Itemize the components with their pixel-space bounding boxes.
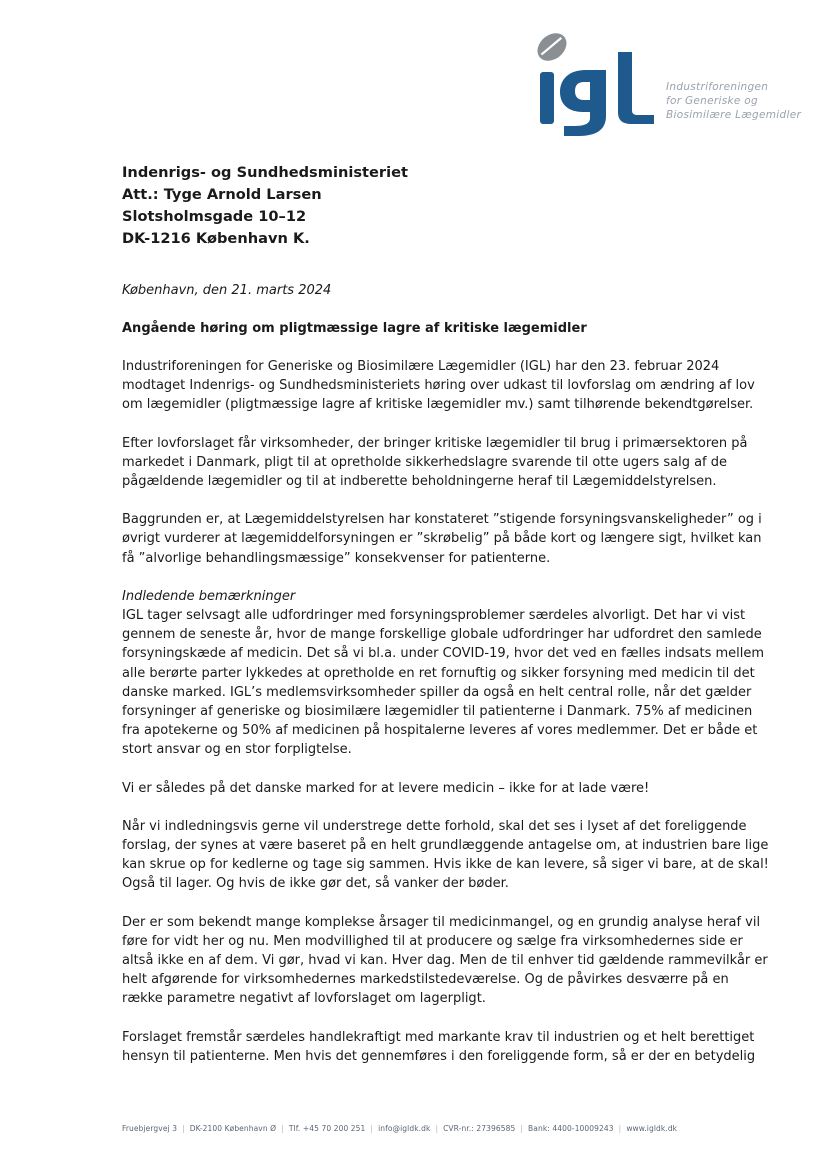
paragraph-line: Baggrunden er, at Lægemiddelstyrelsen har konstateret ”stigende forsyningsvanskeligheder” og i xyxy=(122,512,762,528)
paragraph-line: Industriforeningen for Generiske og Biosimilære Lægemidler (IGL) har den 23. februar 2024 xyxy=(122,359,720,374)
paragraph-line: IGL tager selvsagt alle udfordringer med forsyningsproblemer særdeles alvorligt. Det har vi vist xyxy=(122,608,746,624)
paragraph-line: få ”alvorlige behandlingsmæssige” konsekvenser for patienterne. xyxy=(122,550,551,566)
paragraph-line: forsyninger af generiske og biosimilære lægemidler til patienterne i Danmark. 75% af medicinen xyxy=(122,704,753,720)
paragraph-line: om lægemidler (pligtmæssige lagre af kritiske lægemidler mv.) samt tilhørende bekendtgørelser. xyxy=(122,397,754,413)
letter-footer xyxy=(122,1124,722,1133)
paragraph-line: danske marked. IGL’s medlemsvirksomheder spiller da også en helt central rolle, når det gælder xyxy=(122,684,752,700)
paragraph-line: hensyn til patienterne. Men hvis det gennemføres i den foreliggende form, så er der en betydelig xyxy=(122,1048,756,1064)
org-name-line: for Generiske og xyxy=(666,95,758,107)
body-paragraph xyxy=(122,587,765,760)
footer-item: DK-2100 København Ø xyxy=(189,1124,277,1133)
paragraph-line: Forslaget fremstår særdeles handlekraftigt med markante krav til industrien og et helt berettiget xyxy=(122,1029,755,1045)
body-paragraph xyxy=(122,817,769,894)
paragraph-line: øvrigt vurderer at lægemiddelforsyningen er ”skrøbelig” på både kort og længere sigt, hvilket kan xyxy=(122,531,762,547)
body-paragraph xyxy=(122,1028,756,1066)
body-paragraph xyxy=(122,357,755,415)
paragraph-line: Vi er således på det danske marked for at levere medicin – ikke for at lade være! xyxy=(122,780,650,796)
paragraph-line: stort ansvar og en stor forpligtelse. xyxy=(122,742,352,758)
paragraph-line: pågældende lægemidler og til at indberette beholdningerne heraf til Lægemiddelstyrelsen. xyxy=(122,474,717,490)
letter-date: København, den 21. marts 2024 xyxy=(122,283,332,298)
section-heading: Indledende bemærkninger xyxy=(122,588,296,604)
paragraph-line: Når vi indledningsvis gerne vil understrege dette forhold, skal det ses i lyset af det foreliggende xyxy=(122,818,747,834)
footer-item: Tlf. +45 70 200 251 xyxy=(288,1124,366,1133)
paragraph-line: Der er som bekendt mange komplekse årsager til medicinmangel, og en grundig analyse heraf vil xyxy=(122,914,761,930)
paragraph-line: forsyningskæde af medicin. Det så vi bl.a. under COVID-19, hvor det ved en fælles indsats mellem xyxy=(122,646,765,662)
body-paragraph xyxy=(122,913,768,1009)
paragraph-line: række parametre negativt af lovforslaget om lagerpligt. xyxy=(122,991,486,1007)
paragraph-line: modtaget Indenrigs- og Sundhedsministeriets høring over udkast til lovforslag om ændring af lov xyxy=(122,378,755,394)
paragraph-line: Også til lager. Og hvis de ikke gør det, så vanker der bøder. xyxy=(122,876,509,892)
paragraph-line: forslag, der synes at være baseret på en helt grundlæggende antagelse om, at industrien bare lige xyxy=(122,838,769,854)
recipient-address xyxy=(122,162,408,250)
paragraph-line: alle berørte parter lykkedes at opretholde en ret fornuftig og sikker forsyning med medicin til det xyxy=(122,665,755,681)
body-paragraph xyxy=(122,434,748,492)
org-name-line: Biosimilære Lægemidler xyxy=(666,109,802,121)
footer-separator: | xyxy=(370,1124,374,1133)
paragraph-line: helt afgørende for virksomhedernes markedstilstedeværelse. Og de påvirkes desværre på en xyxy=(122,972,729,988)
recipient-line: Indenrigs- og Sundhedsministeriet xyxy=(122,164,408,181)
footer-separator: | xyxy=(618,1124,622,1133)
paragraph-line: altså ikke en af dem. Vi gør, hvad vi kan. Hver dag. Men de til enhver tid gældende rammevilkår er xyxy=(122,953,768,969)
footer-separator: | xyxy=(182,1124,185,1133)
body-paragraph xyxy=(122,779,744,798)
footer-item[interactable]: www.igldk.dk xyxy=(626,1124,678,1133)
footer-separator: | xyxy=(281,1124,284,1133)
footer-item: CVR-nr.: 27396585 xyxy=(443,1124,516,1133)
recipient-line: Slotsholmsgade 10–12 xyxy=(122,208,307,225)
footer-item: Fruebjergvej 3 xyxy=(122,1124,178,1133)
footer-item: Bank: 4400-10009243 xyxy=(528,1124,614,1133)
paragraph-line: gennem de seneste år, hvor de mange forskellige globale udfordringer har udfordret den samlede xyxy=(122,627,762,643)
paragraph-line: føre for vidt her og nu. Men modvillighed til at producere og sælge fra virksomhedernes side er xyxy=(122,933,743,949)
footer-separator: | xyxy=(435,1124,439,1133)
paragraph-line: fra apotekerne og 50% af medicinen på hospitalerne leveres af vores medlemmer. Det er både et xyxy=(122,723,758,739)
paragraph-line: markedet i Danmark, pligt til at opretholde sikkerhedslagre svarende til otte ugers salg af de xyxy=(122,454,728,470)
letter-subject: Angående høring om pligtmæssige lagre af kritiske lægemidler xyxy=(122,321,587,336)
paragraph-line: Efter lovforslaget får virksomheder, der bringer kritiske lægemidler til brug i primærsektoren på xyxy=(122,435,748,451)
recipient-line: DK-1216 København K. xyxy=(122,230,310,247)
igl-logo-icon xyxy=(528,30,658,140)
org-name-line: Industriforeningen xyxy=(666,81,769,93)
footer-item[interactable]: info@igldk.dk xyxy=(378,1124,431,1133)
igl-logo xyxy=(528,30,828,140)
recipient-line: Att.: Tyge Arnold Larsen xyxy=(122,186,322,203)
footer-separator: | xyxy=(520,1124,524,1133)
paragraph-line: kan skrue op for kedlerne og tage sig sammen. Hvis ikke de kan levere, så siger vi bare, at de skal! xyxy=(122,857,769,873)
body-paragraph xyxy=(122,510,762,568)
org-name xyxy=(666,80,801,122)
letter-body xyxy=(122,357,769,1085)
